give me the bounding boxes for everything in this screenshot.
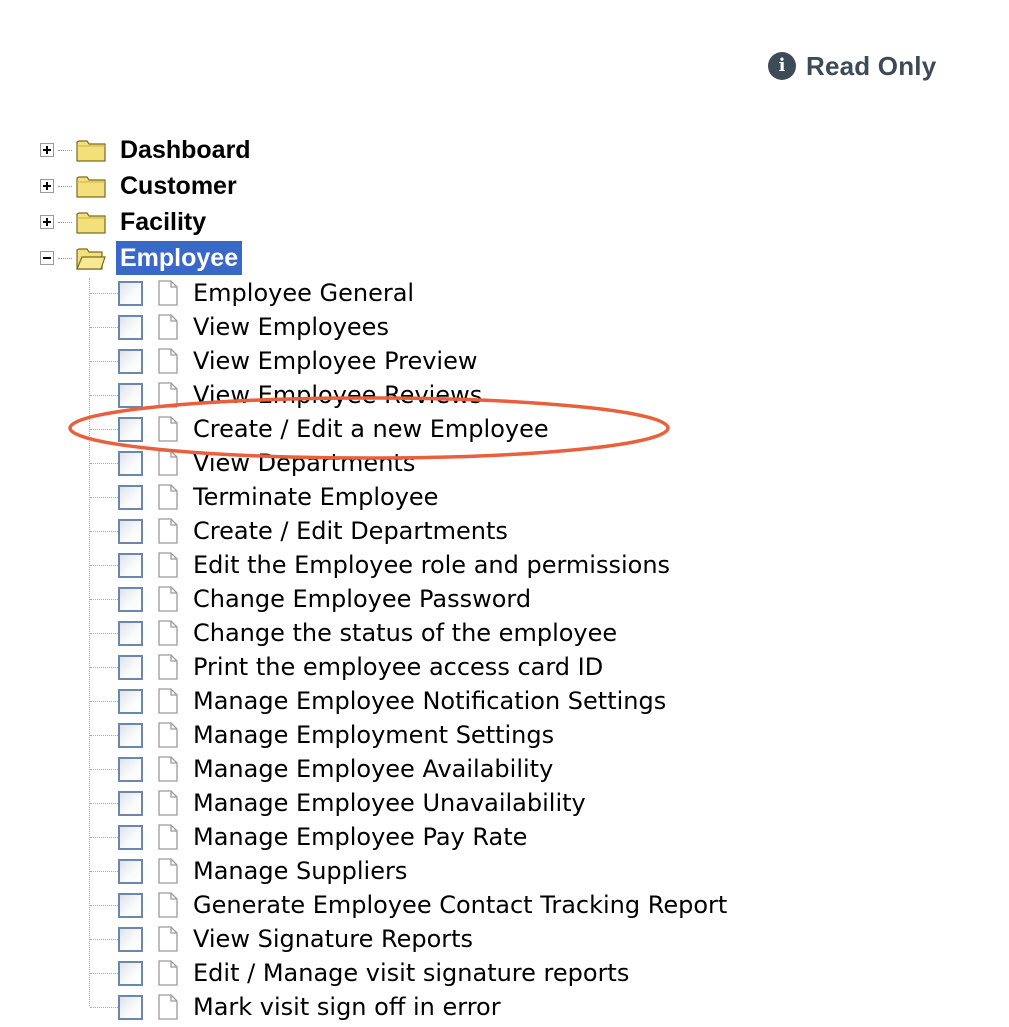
tree-connector bbox=[90, 599, 118, 600]
folder-label: Dashboard bbox=[120, 136, 251, 164]
permission-checkbox[interactable] bbox=[118, 587, 143, 612]
permission-label: Change Employee Password bbox=[193, 585, 532, 613]
tree-connector bbox=[90, 939, 118, 940]
permission-checkbox[interactable] bbox=[118, 893, 143, 918]
permission-label: Manage Employee Pay Rate bbox=[193, 823, 528, 851]
permission-label: Manage Employee Unavailability bbox=[193, 789, 586, 817]
tree-connector bbox=[90, 633, 118, 634]
permission-checkbox[interactable] bbox=[118, 757, 143, 782]
page-icon bbox=[157, 416, 179, 442]
info-circle-icon: i bbox=[768, 52, 796, 80]
page-icon bbox=[157, 382, 179, 408]
tree-connector bbox=[90, 973, 118, 974]
permission-checkbox[interactable] bbox=[118, 553, 143, 578]
page-icon bbox=[157, 450, 179, 476]
permission-label: Generate Employee Contact Tracking Report bbox=[193, 891, 728, 919]
tree-connector bbox=[90, 1007, 118, 1008]
tree-connector bbox=[58, 186, 72, 187]
tree-connector bbox=[58, 258, 72, 259]
permission-label: Print the employee access card ID bbox=[193, 653, 604, 681]
permission-item[interactable] bbox=[90, 446, 415, 480]
permission-label: Create / Edit Departments bbox=[193, 517, 508, 545]
page-icon bbox=[157, 586, 179, 612]
tree-connector bbox=[90, 497, 118, 498]
permission-item[interactable] bbox=[90, 752, 553, 786]
permission-checkbox[interactable] bbox=[118, 621, 143, 646]
page-icon bbox=[157, 722, 179, 748]
folder-closed-icon bbox=[76, 137, 106, 163]
permission-label: Edit / Manage visit signature reports bbox=[193, 959, 630, 987]
tree-folder-customer[interactable] bbox=[40, 169, 241, 203]
permission-label: View Employee Reviews bbox=[193, 381, 483, 409]
page-icon bbox=[157, 552, 179, 578]
permission-item[interactable] bbox=[90, 956, 629, 990]
permission-checkbox[interactable] bbox=[118, 281, 143, 306]
page-icon bbox=[157, 892, 179, 918]
permission-item[interactable] bbox=[90, 412, 549, 446]
folder-label: Customer bbox=[120, 172, 237, 200]
permission-label: Manage Employment Settings bbox=[193, 721, 555, 749]
permission-checkbox[interactable] bbox=[118, 383, 143, 408]
tree-connector bbox=[90, 735, 118, 736]
permission-checkbox[interactable] bbox=[118, 995, 143, 1020]
permission-label: View Employee Preview bbox=[193, 347, 478, 375]
permission-checkbox[interactable] bbox=[118, 859, 143, 884]
permission-label: View Signature Reports bbox=[193, 925, 474, 953]
page-icon bbox=[157, 314, 179, 340]
permission-label: Create / Edit a new Employee bbox=[193, 415, 549, 443]
tree-connector bbox=[90, 565, 118, 566]
permission-checkbox[interactable] bbox=[118, 791, 143, 816]
page-icon bbox=[157, 348, 179, 374]
permission-item[interactable] bbox=[90, 854, 407, 888]
permission-checkbox[interactable] bbox=[118, 349, 143, 374]
permission-item[interactable] bbox=[90, 684, 666, 718]
folder-label: Facility bbox=[120, 208, 207, 236]
read-only-label: Read Only bbox=[806, 50, 937, 81]
permission-label: Edit the Employee role and permissions bbox=[193, 551, 671, 579]
page-icon bbox=[157, 688, 179, 714]
permission-item[interactable] bbox=[90, 514, 508, 548]
permission-checkbox[interactable] bbox=[118, 519, 143, 544]
page-icon bbox=[157, 858, 179, 884]
permission-checkbox[interactable] bbox=[118, 689, 143, 714]
permission-checkbox[interactable] bbox=[118, 961, 143, 986]
permission-item[interactable] bbox=[90, 378, 482, 412]
permission-item[interactable] bbox=[90, 582, 531, 616]
permission-checkbox[interactable] bbox=[118, 655, 143, 680]
permission-label: Manage Suppliers bbox=[193, 857, 408, 885]
page-icon bbox=[157, 926, 179, 952]
tree-connector bbox=[90, 837, 118, 838]
permission-item[interactable] bbox=[90, 922, 473, 956]
tree-connector bbox=[58, 150, 72, 151]
tree-connector bbox=[90, 701, 118, 702]
tree-connector bbox=[90, 429, 118, 430]
collapse-toggle-icon[interactable] bbox=[40, 251, 54, 265]
permission-checkbox[interactable] bbox=[118, 723, 143, 748]
page-icon bbox=[157, 280, 179, 306]
tree-connector bbox=[58, 222, 72, 223]
permission-checkbox[interactable] bbox=[118, 485, 143, 510]
permission-item[interactable] bbox=[90, 786, 586, 820]
tree-connector bbox=[90, 327, 118, 328]
page-icon bbox=[157, 654, 179, 680]
page-icon bbox=[157, 824, 179, 850]
permission-checkbox[interactable] bbox=[118, 825, 143, 850]
permission-checkbox[interactable] bbox=[118, 417, 143, 442]
folder-label-selected: Employee bbox=[116, 241, 242, 275]
expand-toggle-icon[interactable] bbox=[40, 215, 54, 229]
page-icon bbox=[157, 960, 179, 986]
permission-label: Mark visit sign off in error bbox=[193, 993, 501, 1021]
permission-item[interactable] bbox=[90, 616, 617, 650]
permission-item[interactable] bbox=[90, 310, 389, 344]
page-icon bbox=[157, 518, 179, 544]
permission-label: Manage Employee Availability bbox=[193, 755, 554, 783]
tree-connector bbox=[90, 531, 118, 532]
permission-checkbox[interactable] bbox=[118, 315, 143, 340]
permission-checkbox[interactable] bbox=[118, 451, 143, 476]
tree-connector bbox=[90, 803, 118, 804]
tree-folder-employee[interactable] bbox=[40, 241, 242, 275]
page-icon bbox=[157, 484, 179, 510]
tree-connector bbox=[90, 293, 118, 294]
tree-connector bbox=[90, 905, 118, 906]
permission-item[interactable] bbox=[90, 480, 438, 514]
tree-connector bbox=[90, 769, 118, 770]
permission-item[interactable] bbox=[90, 344, 478, 378]
permission-label: Change the status of the employee bbox=[193, 619, 618, 647]
page-icon bbox=[157, 756, 179, 782]
permission-item[interactable] bbox=[90, 650, 603, 684]
permission-item[interactable] bbox=[90, 276, 414, 310]
page-icon bbox=[157, 994, 179, 1020]
tree-connector bbox=[90, 463, 118, 464]
permission-label: Employee General bbox=[193, 279, 415, 307]
permission-label: Terminate Employee bbox=[193, 483, 439, 511]
permission-checkbox[interactable] bbox=[118, 927, 143, 952]
tree-connector bbox=[90, 361, 118, 362]
permission-item[interactable] bbox=[90, 718, 554, 752]
folder-closed-icon bbox=[76, 173, 106, 199]
tree-connector bbox=[90, 395, 118, 396]
expand-toggle-icon[interactable] bbox=[40, 143, 54, 157]
page-icon bbox=[157, 620, 179, 646]
tree-connector bbox=[90, 667, 118, 668]
page-icon bbox=[157, 790, 179, 816]
permission-item[interactable] bbox=[90, 820, 527, 854]
permission-item[interactable] bbox=[90, 990, 501, 1024]
tree-connector bbox=[90, 871, 118, 872]
folder-open-icon bbox=[76, 245, 106, 271]
permission-label: View Employees bbox=[193, 313, 389, 341]
expand-toggle-icon[interactable] bbox=[40, 179, 54, 193]
permission-label: View Departments bbox=[193, 449, 416, 477]
permission-item[interactable] bbox=[90, 548, 670, 582]
tree-folder-facility[interactable] bbox=[40, 205, 210, 239]
tree-folder-dashboard[interactable] bbox=[40, 133, 255, 167]
permission-label: Manage Employee Notification Settings bbox=[193, 687, 667, 715]
folder-closed-icon bbox=[76, 209, 106, 235]
permission-item[interactable] bbox=[90, 888, 727, 922]
